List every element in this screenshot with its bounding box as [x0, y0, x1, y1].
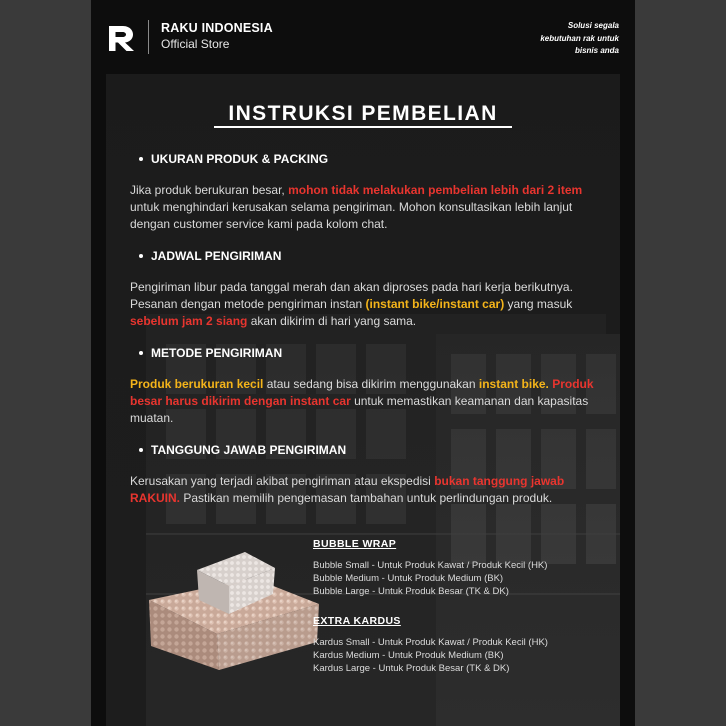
- text-run: Kerusakan yang terjadi akibat pengiriman atau ekspedisi: [130, 474, 435, 488]
- bubble-wrap-item: Bubble Small - Untuk Produk Kawat / Produk Kecil (HK): [313, 560, 548, 571]
- page-title-text: INSTRUKSI PEMBELIAN: [214, 102, 511, 128]
- tagline-line: kebutuhan rak untuk: [540, 33, 619, 43]
- section-heading-text: METODE PENGIRIMAN: [151, 346, 283, 360]
- instruction-card: [106, 74, 620, 726]
- tagline: [509, 20, 619, 58]
- brand-name: RAKU INDONESIA: [161, 21, 273, 35]
- highlight-red: Produk besar harus dikirim dengan instant car: [130, 377, 594, 408]
- section-heading-metode: [139, 346, 282, 360]
- section-paragraph-ukuran: [130, 182, 596, 233]
- extra-kardus-title: EXTRA KARDUS: [313, 615, 401, 627]
- extra-kardus-item: Kardus Small - Untuk Produk Kawat / Produk Kecil (HK): [313, 637, 548, 648]
- bullet-icon: [139, 254, 143, 258]
- bullet-icon: [139, 157, 143, 161]
- bullet-icon: [139, 351, 143, 355]
- highlight-yellow: instant bike.: [478, 377, 549, 391]
- highlight-red: mohon tidak melakukan pembelian lebih dari 2 item: [288, 183, 583, 197]
- section-heading-text: JADWAL PENGIRIMAN: [151, 249, 282, 263]
- extra-kardus-item: Kardus Large - Untuk Produk Besar (TK & DK): [313, 663, 510, 674]
- brand-subtitle: Official Store: [161, 37, 230, 51]
- text-run: yang masuk: [504, 297, 573, 311]
- section-paragraph-metode: [130, 376, 596, 427]
- instruction-poster: [91, 0, 635, 726]
- section-heading-tanggung-jawab: [139, 443, 346, 457]
- section-paragraph-tanggung-jawab: [130, 473, 596, 507]
- text-run: Pengiriman libur pada tanggal merah dan akan diproses pada hari kerja berikutnya. Pesanan dengan metode pengiriman instan: [130, 280, 573, 311]
- text-run: untuk memastikan keamanan dan kapasitas muatan.: [130, 394, 589, 425]
- text-run: akan dikirim di hari yang sama.: [247, 314, 417, 328]
- header-divider: [148, 20, 149, 54]
- bubble-wrap-title: BUBBLE WRAP: [313, 538, 397, 550]
- highlight-yellow: (instant bike/instant car): [365, 297, 505, 311]
- highlight-red: sebelum jam 2 siang: [130, 314, 248, 328]
- bubble-wrap-item: Bubble Medium - Untuk Produk Medium (BK): [313, 573, 504, 584]
- tagline-line: bisnis anda: [574, 46, 619, 55]
- page-title: [106, 102, 620, 126]
- section-heading-ukuran: [139, 152, 328, 166]
- text-run: untuk menghindari kerusakan selama pengiriman. Mohon konsultasikan lebih lanjut dengan customer service kami pada kolom chat.: [130, 200, 573, 231]
- text-run: atau sedang bisa dikirim menggunakan: [263, 377, 479, 391]
- section-heading-jadwal: [139, 249, 281, 263]
- header: [91, 0, 635, 74]
- bullet-icon: [139, 448, 143, 452]
- highlight-red: bukan tanggung jawab RAKUIN.: [130, 474, 565, 505]
- raku-r-logo-icon: [107, 24, 135, 52]
- section-paragraph-jadwal: [130, 279, 596, 330]
- section-heading-text: TANGGUNG JAWAB PENGIRIMAN: [151, 443, 347, 457]
- bubble-wrap-box-icon: [145, 542, 323, 672]
- text-run: Jika produk berukuran besar,: [130, 183, 289, 197]
- extra-kardus-item: Kardus Medium - Untuk Produk Medium (BK): [313, 650, 504, 661]
- text-run: Pastikan memilih pengemasan tambahan untuk perlindungan produk.: [180, 491, 553, 505]
- bubble-wrap-item: Bubble Large - Untuk Produk Besar (TK & DK): [313, 586, 509, 597]
- tagline-line: Solusi segala: [567, 21, 619, 30]
- section-heading-text: UKURAN PRODUK & PACKING: [151, 152, 329, 166]
- highlight-yellow: Produk berukuran kecil: [130, 377, 264, 391]
